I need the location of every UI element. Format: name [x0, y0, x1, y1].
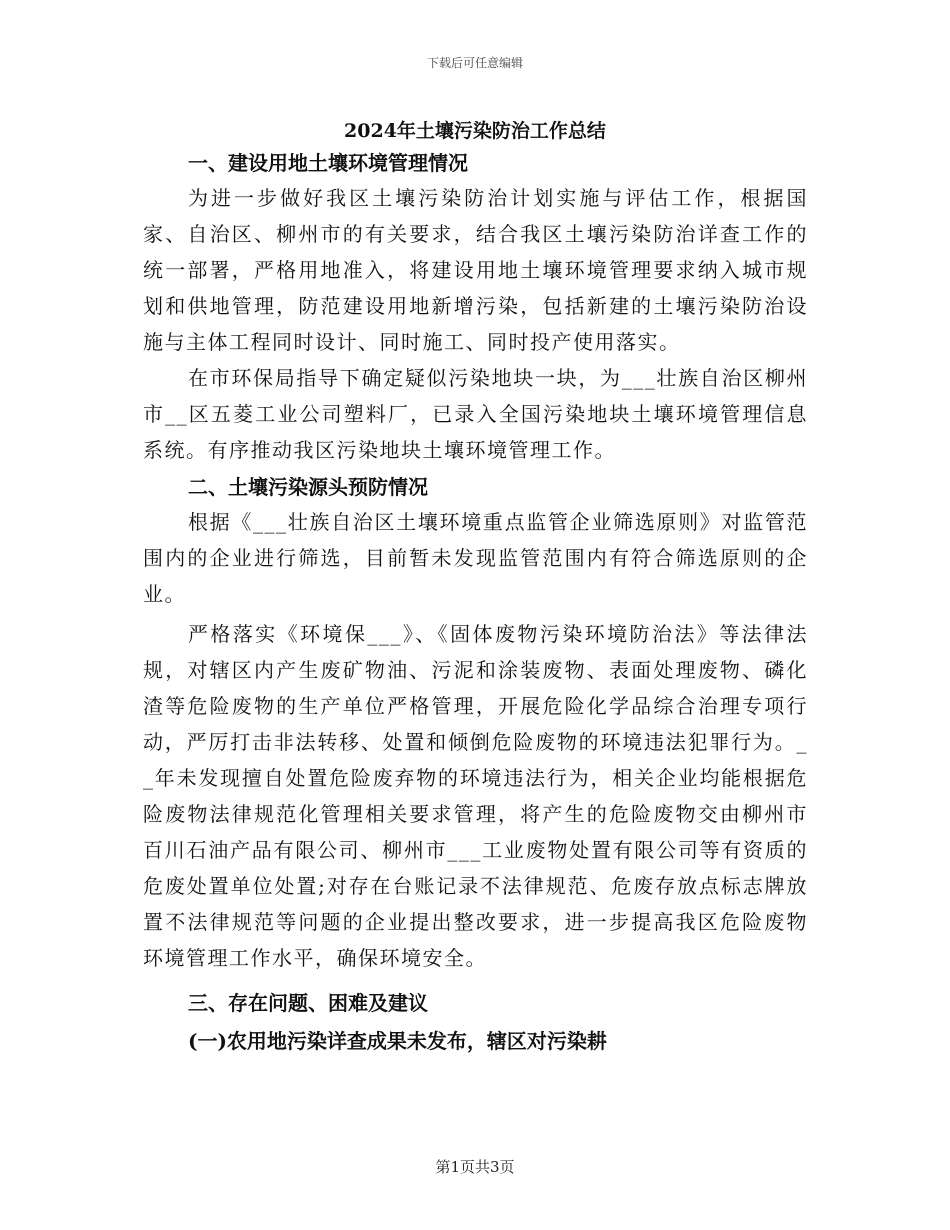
section-heading-3: 三、存在问题、困难及建议 [188, 991, 428, 1015]
paragraph-4: 严格落实《环境保___》、《固体废物污染环境防治法》等法律法规，对辖区内产生废矿物油、污泥和涂装废物、表面处理废物、磷化渣等危险废物的生产单位严格管理，开展危险化学品综合治理专项行动，严厉打击非法转移、处置和倾倒危险废物的环境违法犯罪行为。__年未发现擅自处置危险废弃物的环境违法行为，相关企业均能根据危险废物法律规范化管理相关要求管理，将产生的危险废物交由柳州市百川石油产品有限公司、柳州市___工业废物处置有限公司等有资质的危废处置单位处置;对存在台账记录不法律规范、危废存放点标志牌放置不法律规范等问题的企业提出整改要求，进一步提高我区危险废物环境管理工作水平，确保环境安全。 [143, 622, 808, 970]
page-header-note: 下载后可任意编辑 [426, 56, 523, 70]
paragraph-3: 根据《___壮族自治区土壤环境重点监管企业筛选原则》对监管范围内的企业进行筛选，目前暂未发现监管范围内有符合筛选原则的企业。 [143, 510, 808, 606]
subsection-heading-1: (一)农用地污染详查成果未发布，辖区对污染耕 [188, 1029, 607, 1053]
document-body [143, 146, 808, 1058]
paragraph-1: 为进一步做好我区土壤污染防治计划实施与评估工作，根据国家、自治区、柳州市的有关要求，结合我区土壤污染防治详查工作的统一部署，严格用地准入，将建设用地土壤环境管理要求纳入城市规划和供地管理，防范建设用地新增污染，包括新建的土壤污染防治设施与主体工程同时设计、同时施工、同时投产使用落实。 [143, 186, 808, 354]
section-heading-2: 二、土壤污染源头预防情况 [188, 475, 428, 499]
page-footer-number: 第1页共3页 [435, 1158, 515, 1176]
document-title: 2024年土壤污染防治工作总结 [344, 120, 606, 142]
paragraph-2: 在市环保局指导下确定疑似污染地块一块，为___壮族自治区柳州市__区五菱工业公司塑料厂，已录入全国污染地块土壤环境管理信息系统。有序推动我区污染地块土壤环境管理工作。 [143, 366, 808, 462]
section-heading-1: 一、建设用地土壤环境管理情况 [188, 151, 468, 175]
